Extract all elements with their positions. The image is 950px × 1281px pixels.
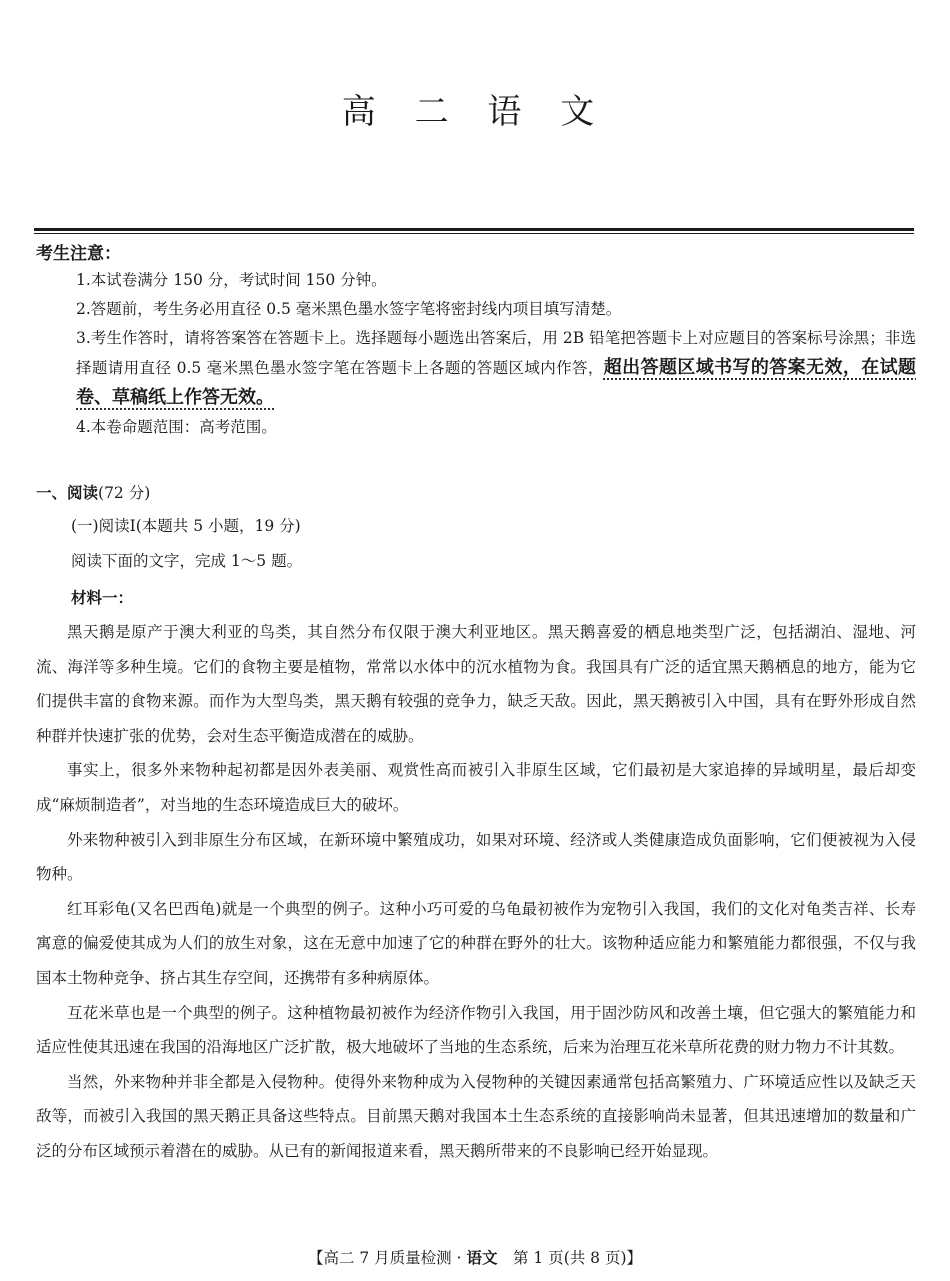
section-heading-label: 一、阅读 (36, 484, 99, 502)
subsection-heading: (一)阅读Ⅰ(本题共 5 小题，19 分) (71, 517, 301, 535)
notice-item-4: 4.本卷命题范围：高考范围。 (76, 418, 277, 436)
paragraph: 黑天鹅是原产于澳大利亚的鸟类，其自然分布仅限于澳大利亚地区。黑天鹅喜爱的栖息地类型广泛，包括湖泊、湿地、河流、海洋等多种生境。它们的食物主要是植物，常常以水体中的沉水植物为食。我国具有广泛的适宜黑天鹅栖息的地方，能为它们提供丰富的食物来源。而作为大型鸟类，黑天鹅有较强的竞争力，缺乏天敌。因此，黑天鹅被引入中国，具有在野外形成自然种群并快速扩张的优势，会对生态平衡造成潜在的威胁。 (36, 623, 916, 745)
notice-item-3-text: 3.考生作答时，请将答案答在答题卡上。选择题每小题选出答案后，用 2B 铅笔把答题卡上对应题目的答案标号涂黑；非选择题请用直径 0.5 毫米黑色墨水签字笔在答题卡上各题的答题区域内作答， (76, 329, 916, 377)
paragraph: 外来物种被引入到非原生分布区域，在新环境中繁殖成功，如果对环境、经济或人类健康造成负面影响，它们便被视为入侵物种。 (36, 830, 916, 884)
notice-item-3-emphasis: 超出答题区域书写的答案无效，在试题卷、草稿纸上作答无效。 (76, 357, 916, 408)
paragraph: 互花米草也是一个典型的例子。这种植物最初被作为经济作物引入我国，用于固沙防风和改善土壤，但它强大的繁殖能力和适应性使其迅速在我国的沿海地区广泛扩散，极大地破坏了当地的生态系统，后来为治理互花米草所花费的财力物力不计其数。 (36, 1003, 916, 1057)
notice-list (76, 266, 916, 442)
footer-subject: 语文 (466, 1249, 498, 1267)
notice-item-3 (76, 323, 916, 413)
notice-item-1: 1.本试卷满分 150 分，考试时间 150 分钟。 (76, 271, 387, 289)
instruction-text: 阅读下面的文字，完成 1～5 题。 (71, 552, 303, 570)
material-body (36, 615, 916, 1169)
section-points: (72 分) (98, 484, 151, 502)
header-rule-thin (34, 233, 914, 234)
page-title: 高 二 语 文 (341, 92, 609, 132)
footer-exam-name: 【高二 7 月质量检测 · (307, 1249, 467, 1267)
notice-heading: 考生注意： (36, 244, 121, 264)
paragraph: 当然，外来物种并非全都是入侵物种。使得外来物种成为入侵物种的关键因素通常包括高繁殖力、广环境适应性以及缺乏天敌等，而被引入我国的黑天鹅正具备这些特点。目前黑天鹅对我国本土生态系统的直接影响尚未显著，但其迅速增加的数量和广泛的分布区域预示着潜在的威胁。从已有的新闻报道来看，黑天鹅所带来的不良影响已经开始显现。 (36, 1072, 916, 1160)
paragraph: 事实上，很多外来物种起初都是因外表美丽、观赏性高而被引入非原生区域，它们最初是大家追捧的异域明星，最后却变成“麻烦制造者”，对当地的生态环境造成巨大的破坏。 (36, 761, 916, 814)
page-footer (0, 1246, 950, 1268)
header-rule-thick (34, 228, 914, 231)
footer-page-number: 第 1 页(共 8 页)】 (497, 1249, 643, 1267)
material-label: 材料一： (71, 589, 134, 607)
notice-item-2: 2.答题前，考生务必用直径 0.5 毫米黑色墨水签字笔将密封线内项目填写清楚。 (76, 299, 622, 318)
section-heading (36, 481, 150, 503)
paragraph: 红耳彩龟(又名巴西龟)就是一个典型的例子。这种小巧可爱的乌龟最初被作为宠物引入我国，我们的文化对龟类吉祥、长寿寓意的偏爱使其成为人们的放生对象，这在无意中加速了它的种群在野外的壮大。该物种适应能力和繁殖能力都很强，不仅与我国本土物种竞争、挤占其生存空间，还携带有多种病原体。 (36, 899, 916, 987)
